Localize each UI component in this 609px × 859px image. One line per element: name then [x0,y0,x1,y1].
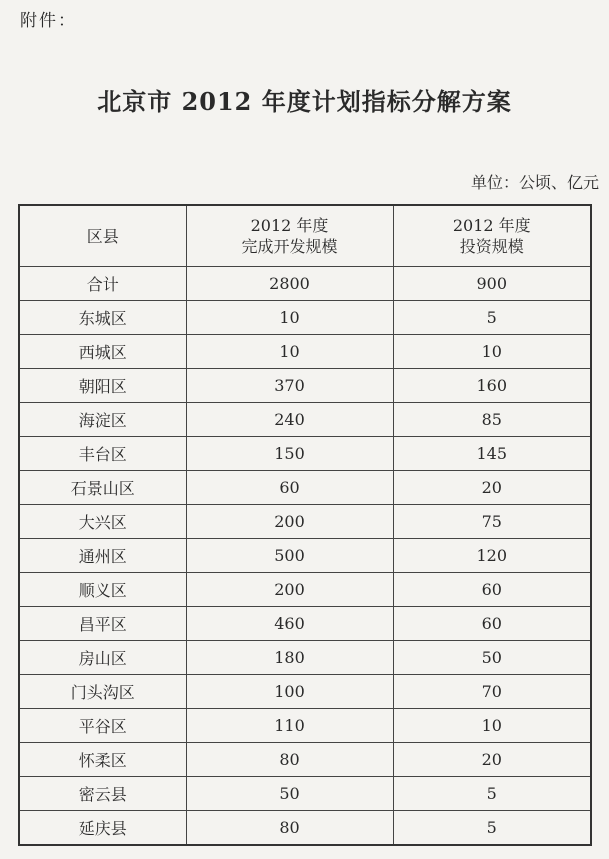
development-scale-cell: 370 [186,369,393,403]
district-cell: 昌平区 [19,607,186,641]
development-scale-cell: 50 [186,777,393,811]
investment-scale-cell: 20 [393,471,591,505]
table-row [19,267,591,301]
table-row [19,369,591,403]
district-cell: 延庆县 [19,811,186,846]
investment-scale-cell: 5 [393,301,591,335]
development-scale-cell: 180 [186,641,393,675]
investment-scale-cell: 20 [393,743,591,777]
district-cell: 东城区 [19,301,186,335]
header-district-label: 区县 [86,226,119,246]
district-cell: 丰台区 [19,437,186,471]
investment-scale-cell: 60 [393,607,591,641]
table-row [19,777,591,811]
district-cell: 顺义区 [19,573,186,607]
investment-scale-cell: 50 [393,641,591,675]
table-body [19,267,591,846]
district-cell: 石景山区 [19,471,186,505]
development-scale-cell: 200 [186,505,393,539]
investment-scale-cell: 120 [393,539,591,573]
table-row [19,505,591,539]
development-scale-cell: 200 [186,573,393,607]
district-cell: 大兴区 [19,505,186,539]
table-row [19,709,591,743]
investment-scale-cell: 5 [393,777,591,811]
table-row [19,437,591,471]
development-scale-cell: 10 [186,335,393,369]
table-row [19,573,591,607]
district-cell: 门头沟区 [19,675,186,709]
development-scale-cell: 80 [186,743,393,777]
header-district [19,205,186,267]
development-scale-cell: 10 [186,301,393,335]
district-cell: 平谷区 [19,709,186,743]
table-row [19,335,591,369]
development-scale-cell: 150 [186,437,393,471]
district-cell: 怀柔区 [19,743,186,777]
table-header-row [19,205,591,267]
header-development-label: 完成开发规模 [241,237,338,256]
header-investment-label: 投资规模 [459,237,524,256]
district-cell: 密云县 [19,777,186,811]
document-title: 北京市 2012 年度计划指标分解方案 [97,87,512,116]
header-investment-scale [393,205,591,267]
development-scale-cell: 240 [186,403,393,437]
table-row [19,301,591,335]
development-scale-cell: 2800 [186,267,393,301]
investment-scale-cell: 5 [393,811,591,846]
investment-scale-cell: 70 [393,675,591,709]
district-cell: 通州区 [19,539,186,573]
header-investment-year: 2012 年度 [452,216,531,235]
development-scale-cell: 460 [186,607,393,641]
district-cell: 朝阳区 [19,369,186,403]
table-row [19,675,591,709]
investment-scale-cell: 85 [393,403,591,437]
attachment-label: 附件： [20,11,77,31]
table-row [19,811,591,846]
table-row [19,471,591,505]
investment-scale-cell: 160 [393,369,591,403]
investment-scale-cell: 10 [393,335,591,369]
development-scale-cell: 100 [186,675,393,709]
investment-scale-cell: 60 [393,573,591,607]
table-row [19,641,591,675]
investment-scale-cell: 10 [393,709,591,743]
district-cell: 海淀区 [19,403,186,437]
district-cell: 房山区 [19,641,186,675]
table-row [19,403,591,437]
table-row [19,743,591,777]
table-row [19,539,591,573]
table-row [19,607,591,641]
plan-table [18,204,592,846]
header-development-scale [186,205,393,267]
investment-scale-cell: 75 [393,505,591,539]
unit-label: 单位：公顷、亿元 [470,173,599,192]
development-scale-cell: 80 [186,811,393,846]
district-cell: 西城区 [19,335,186,369]
development-scale-cell: 500 [186,539,393,573]
development-scale-cell: 110 [186,709,393,743]
investment-scale-cell: 145 [393,437,591,471]
development-scale-cell: 60 [186,471,393,505]
header-development-year: 2012 年度 [250,216,329,235]
district-cell: 合计 [19,267,186,301]
investment-scale-cell: 900 [393,267,591,301]
